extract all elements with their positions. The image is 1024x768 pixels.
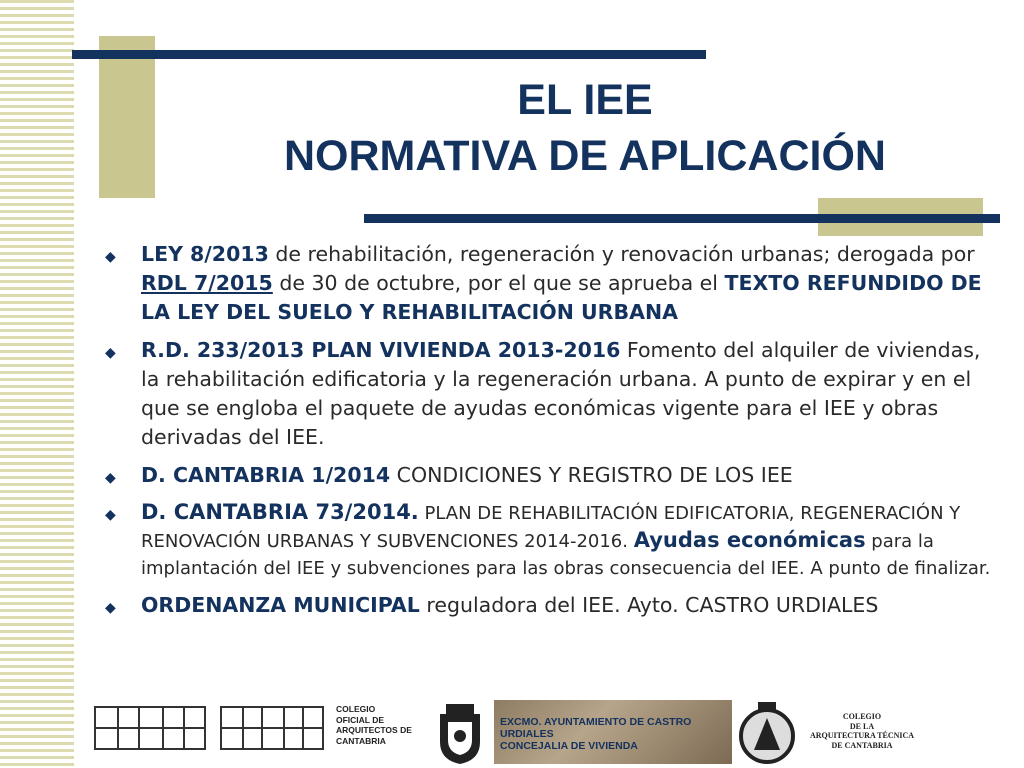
building-plan-drawing: [94, 706, 206, 750]
decorative-rule-top: [72, 50, 706, 59]
slide-title-line1: EL IEE: [517, 76, 653, 124]
footer-logos: [90, 698, 1024, 768]
diamond-bullet-icon: ◆: [105, 345, 116, 361]
decorative-stripes: [0, 0, 74, 768]
diamond-bullet-icon: ◆: [105, 249, 116, 265]
list-item: ◆ R.D. 233/2013 PLAN VIVIENDA 2013-2016 Fomento del alquiler de viviendas, la rehabilitación edificatoria y la regeneración urbana. A punto de expirar y en el que se engloba el paquete de ayudas económicas vigente para el IEE y obras derivadas del IEE.: [105, 338, 981, 449]
decorative-block-top: [99, 36, 155, 198]
list-item: ◆ ORDENANZA MUNICIPAL reguladora del IEE. Ayto. CASTRO URDIALES: [96, 591, 996, 620]
regulation-list: [96, 240, 996, 629]
coat-logo-text: COLEGIO DE LA ARQUITECTURA TÉCNICA DE CANTABRIA: [809, 712, 915, 750]
slide-title-line2: NORMATIVA DE APLICACIÓN: [284, 132, 886, 180]
coat-seal-icon: [734, 700, 800, 766]
list-item: ◆ LEY 8/2013 de rehabilitación, regeneración y renovación urbanas; derogada por RDL 7/2015 de 30 de octubre, por el que se aprueba el TEXTO REFUNDIDO DE LA LEY DEL SUELO Y REHABILITACIÓN URBANA: [105, 242, 982, 324]
decorative-rule-bottom: [364, 214, 1000, 223]
rdl-link[interactable]: RDL 7/2015: [141, 271, 273, 295]
diamond-bullet-icon: ◆: [105, 470, 116, 486]
ayuntamiento-banner: EXCMO. AYUNTAMIENTO DE CASTRO URDIALES CONCEJALIA DE VIVIENDA: [494, 700, 732, 764]
list-item: ◆ D. CANTABRIA 1/2014 CONDICIONES Y REGISTRO DE LOS IEE: [96, 461, 996, 490]
list-item: ◆ D. CANTABRIA 73/2014. PLAN DE REHABILITACIÓN EDIFICATORIA, REGENERACIÓN Y RENOVACIÓN URBANAS Y SUBVENCIONES 2014-2016. Ayudas económicas para la implantación del IEE y subvenciones para las obras consecuencia del IEE. A punto de finalizar.: [105, 500, 991, 579]
castro-urdiales-coat-of-arms-icon: [434, 702, 486, 766]
diamond-bullet-icon: ◆: [105, 600, 116, 616]
diamond-bullet-icon: ◆: [105, 507, 116, 523]
coac-logo-text: COLEGIO OFICIAL DE ARQUITECTOS DE CANTABRIA: [336, 704, 412, 746]
building-plan-drawing: [220, 706, 324, 750]
